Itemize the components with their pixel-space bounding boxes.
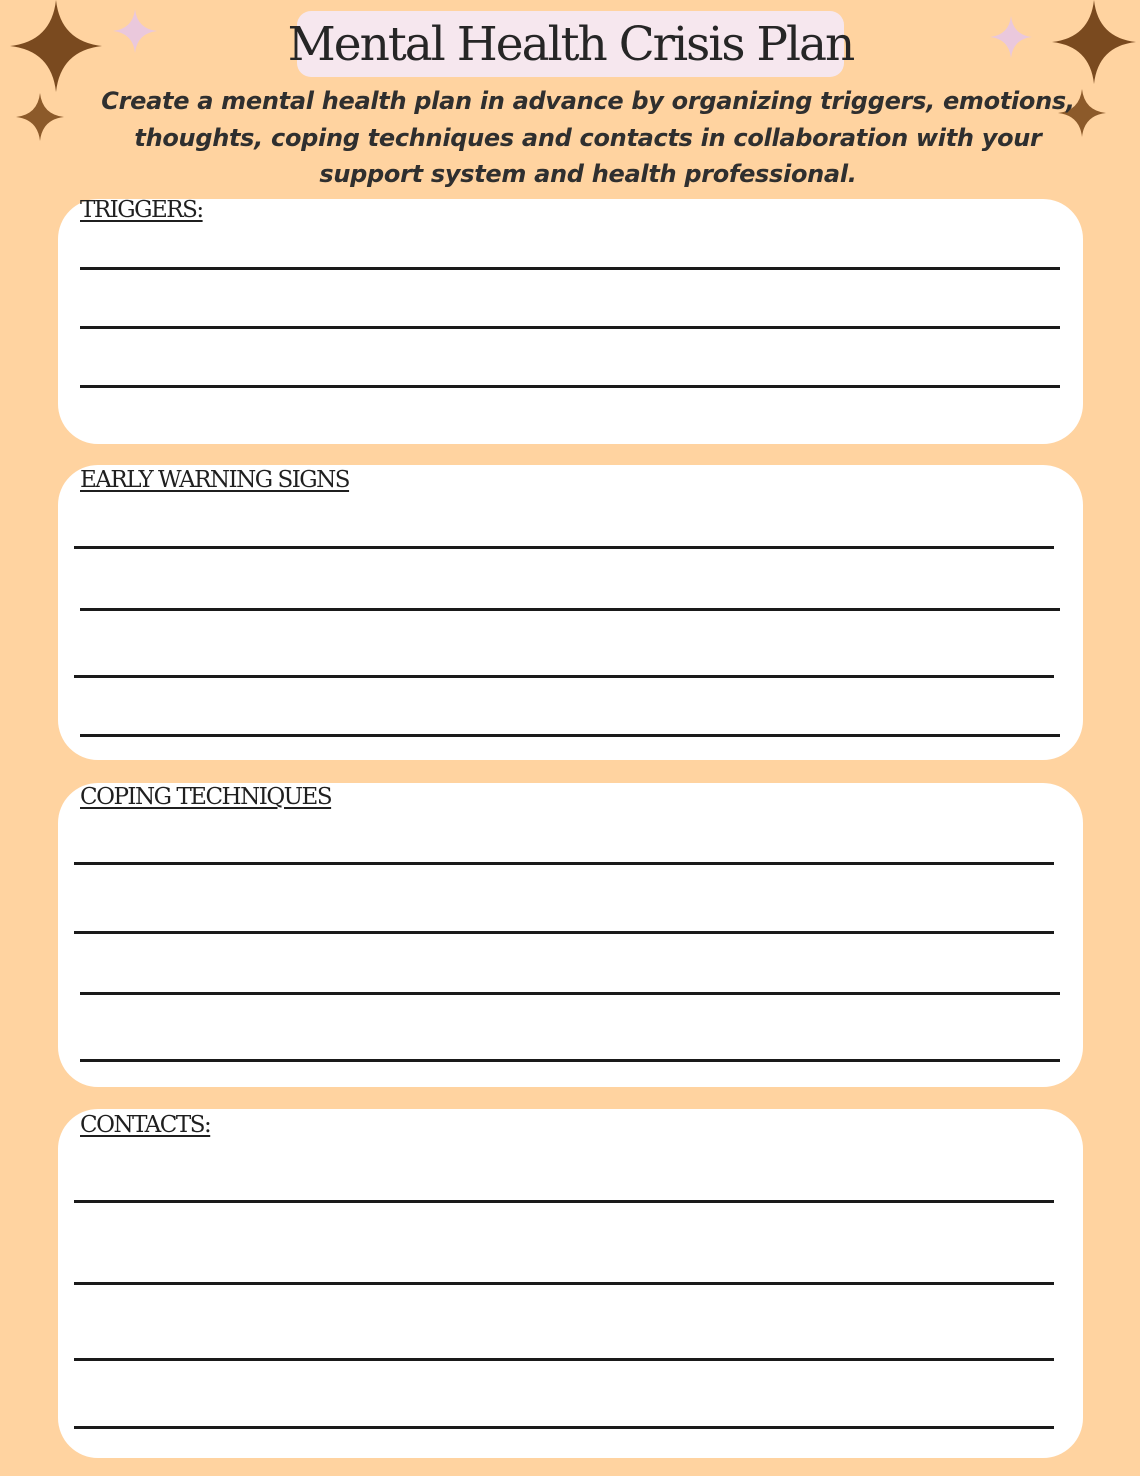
writing-line[interactable] (80, 608, 1060, 611)
writing-line[interactable] (80, 267, 1060, 270)
writing-line[interactable] (74, 546, 1054, 549)
sparkle-icon (113, 9, 157, 53)
page-title: Mental Health Crisis Plan (287, 16, 854, 72)
section-triggers (58, 199, 1083, 444)
section-label: CONTACTS: (80, 1112, 211, 1138)
section-label: EARLY WARNING SIGNS (80, 467, 350, 493)
writing-line[interactable] (74, 1200, 1054, 1203)
writing-line[interactable] (80, 734, 1060, 737)
writing-line[interactable] (74, 675, 1054, 678)
writing-line[interactable] (74, 1426, 1054, 1429)
section-label: TRIGGERS: (80, 197, 203, 223)
writing-line[interactable] (74, 1282, 1054, 1285)
writing-line[interactable] (74, 931, 1054, 934)
section-label: COPING TECHNIQUES (80, 784, 332, 810)
page-subtitle: Create a mental health plan in advance by organizing triggers, emotions, thoughts, coping techniques and contacts in collaboration with your support system and health professional. (101, 87, 1075, 188)
star-icon (1052, 0, 1136, 84)
section-contacts (58, 1109, 1083, 1458)
writing-line[interactable] (80, 992, 1060, 995)
writing-line[interactable] (74, 1358, 1054, 1361)
sparkle-icon (990, 16, 1032, 58)
section-early-warning-signs (58, 465, 1083, 760)
title-box (287, 11, 854, 77)
star-icon (16, 93, 64, 141)
section-coping-techniques (58, 783, 1083, 1087)
writing-line[interactable] (74, 862, 1054, 865)
star-icon (10, 0, 102, 92)
writing-line[interactable] (80, 385, 1060, 388)
writing-line[interactable] (80, 326, 1060, 329)
writing-line[interactable] (80, 1059, 1060, 1062)
